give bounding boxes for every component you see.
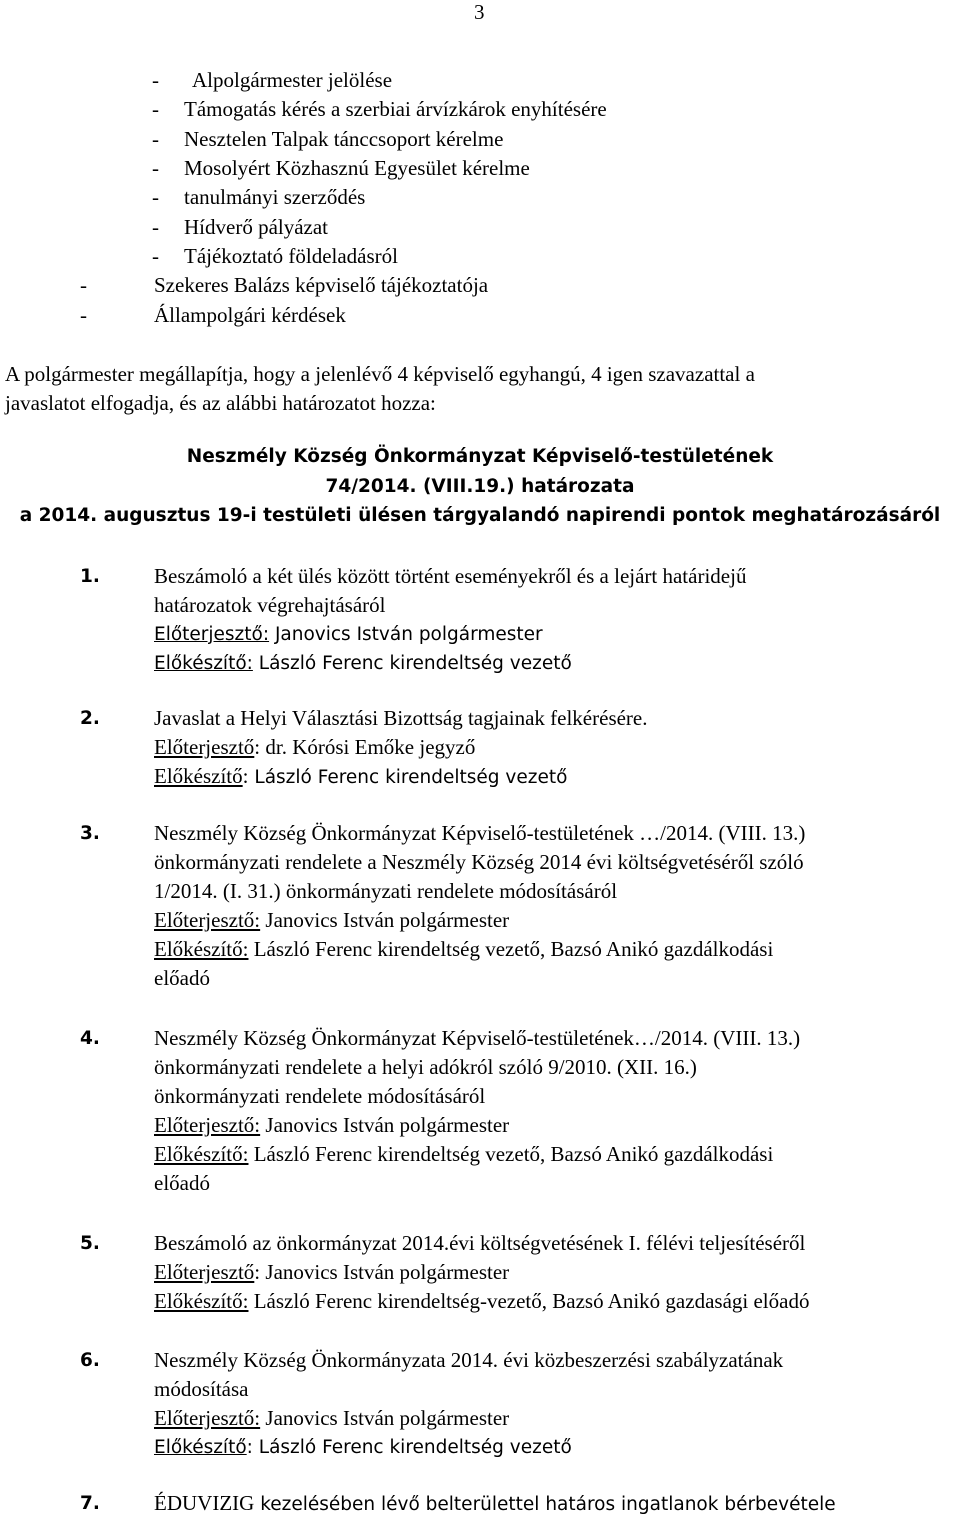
agenda-number: 6. bbox=[80, 1350, 100, 1371]
presenter-line: Előterjesztő: Janovics István polgármester bbox=[154, 1406, 510, 1430]
intro-paragraph: A polgármester megállapítja, hogy a jelenlévő 4 képviselő egyhangú, 4 igen szavazattal a javaslatot elfogadja, és az alábbi határozatot hozza: bbox=[5, 362, 755, 415]
preparer-line: Előkészítő: László Ferenc kirendeltség vezető bbox=[154, 764, 568, 788]
agenda-number: 1. bbox=[80, 566, 100, 587]
agenda-number: 7. bbox=[80, 1493, 100, 1514]
resolution-subject: a 2014. augusztus 19-i testületi ülésen tárgyalandó napirendi pontok meghatározásáról bbox=[19, 505, 941, 526]
page-number: 3 bbox=[474, 0, 485, 24]
agenda-number: 2. bbox=[80, 708, 100, 729]
resolution-title: Neszmély Község Önkormányzat Képviselő-testületének bbox=[186, 446, 774, 467]
preparer-line: Előkészítő: László Ferenc kirendeltség vezető, Bazsó Anikó gazdálkodási bbox=[154, 937, 774, 961]
presenter-line: Előterjesztő: Janovics István polgármester bbox=[154, 1260, 510, 1284]
agenda-number: 3. bbox=[80, 823, 100, 844]
preparer-line: Előkészítő: László Ferenc kirendeltség vezető bbox=[154, 1437, 572, 1458]
presenter-line: Előterjesztő: dr. Kórósi Emőke jegyző bbox=[154, 735, 476, 759]
agenda-number: 4. bbox=[80, 1028, 100, 1049]
presenter-line: Előterjesztő: Janovics István polgármester bbox=[154, 908, 510, 932]
preparer-line: Előkészítő: László Ferenc kirendeltség-vezető, Bazsó Anikó gazdasági előadó bbox=[154, 1289, 810, 1313]
preparer-line: Előkészítő: László Ferenc kirendeltség vezető, Bazsó Anikó gazdálkodási bbox=[154, 1142, 774, 1166]
presenter-line: Előterjesztő: Janovics István polgármester bbox=[154, 624, 543, 645]
presenter-line: Előterjesztő: Janovics István polgármester bbox=[154, 1113, 510, 1137]
preparer-line: Előkészítő: László Ferenc kirendeltség vezető bbox=[154, 653, 572, 674]
agenda-number: 5. bbox=[80, 1233, 100, 1254]
resolution-number: 74/2014. (VIII.19.) határozata bbox=[325, 476, 635, 497]
